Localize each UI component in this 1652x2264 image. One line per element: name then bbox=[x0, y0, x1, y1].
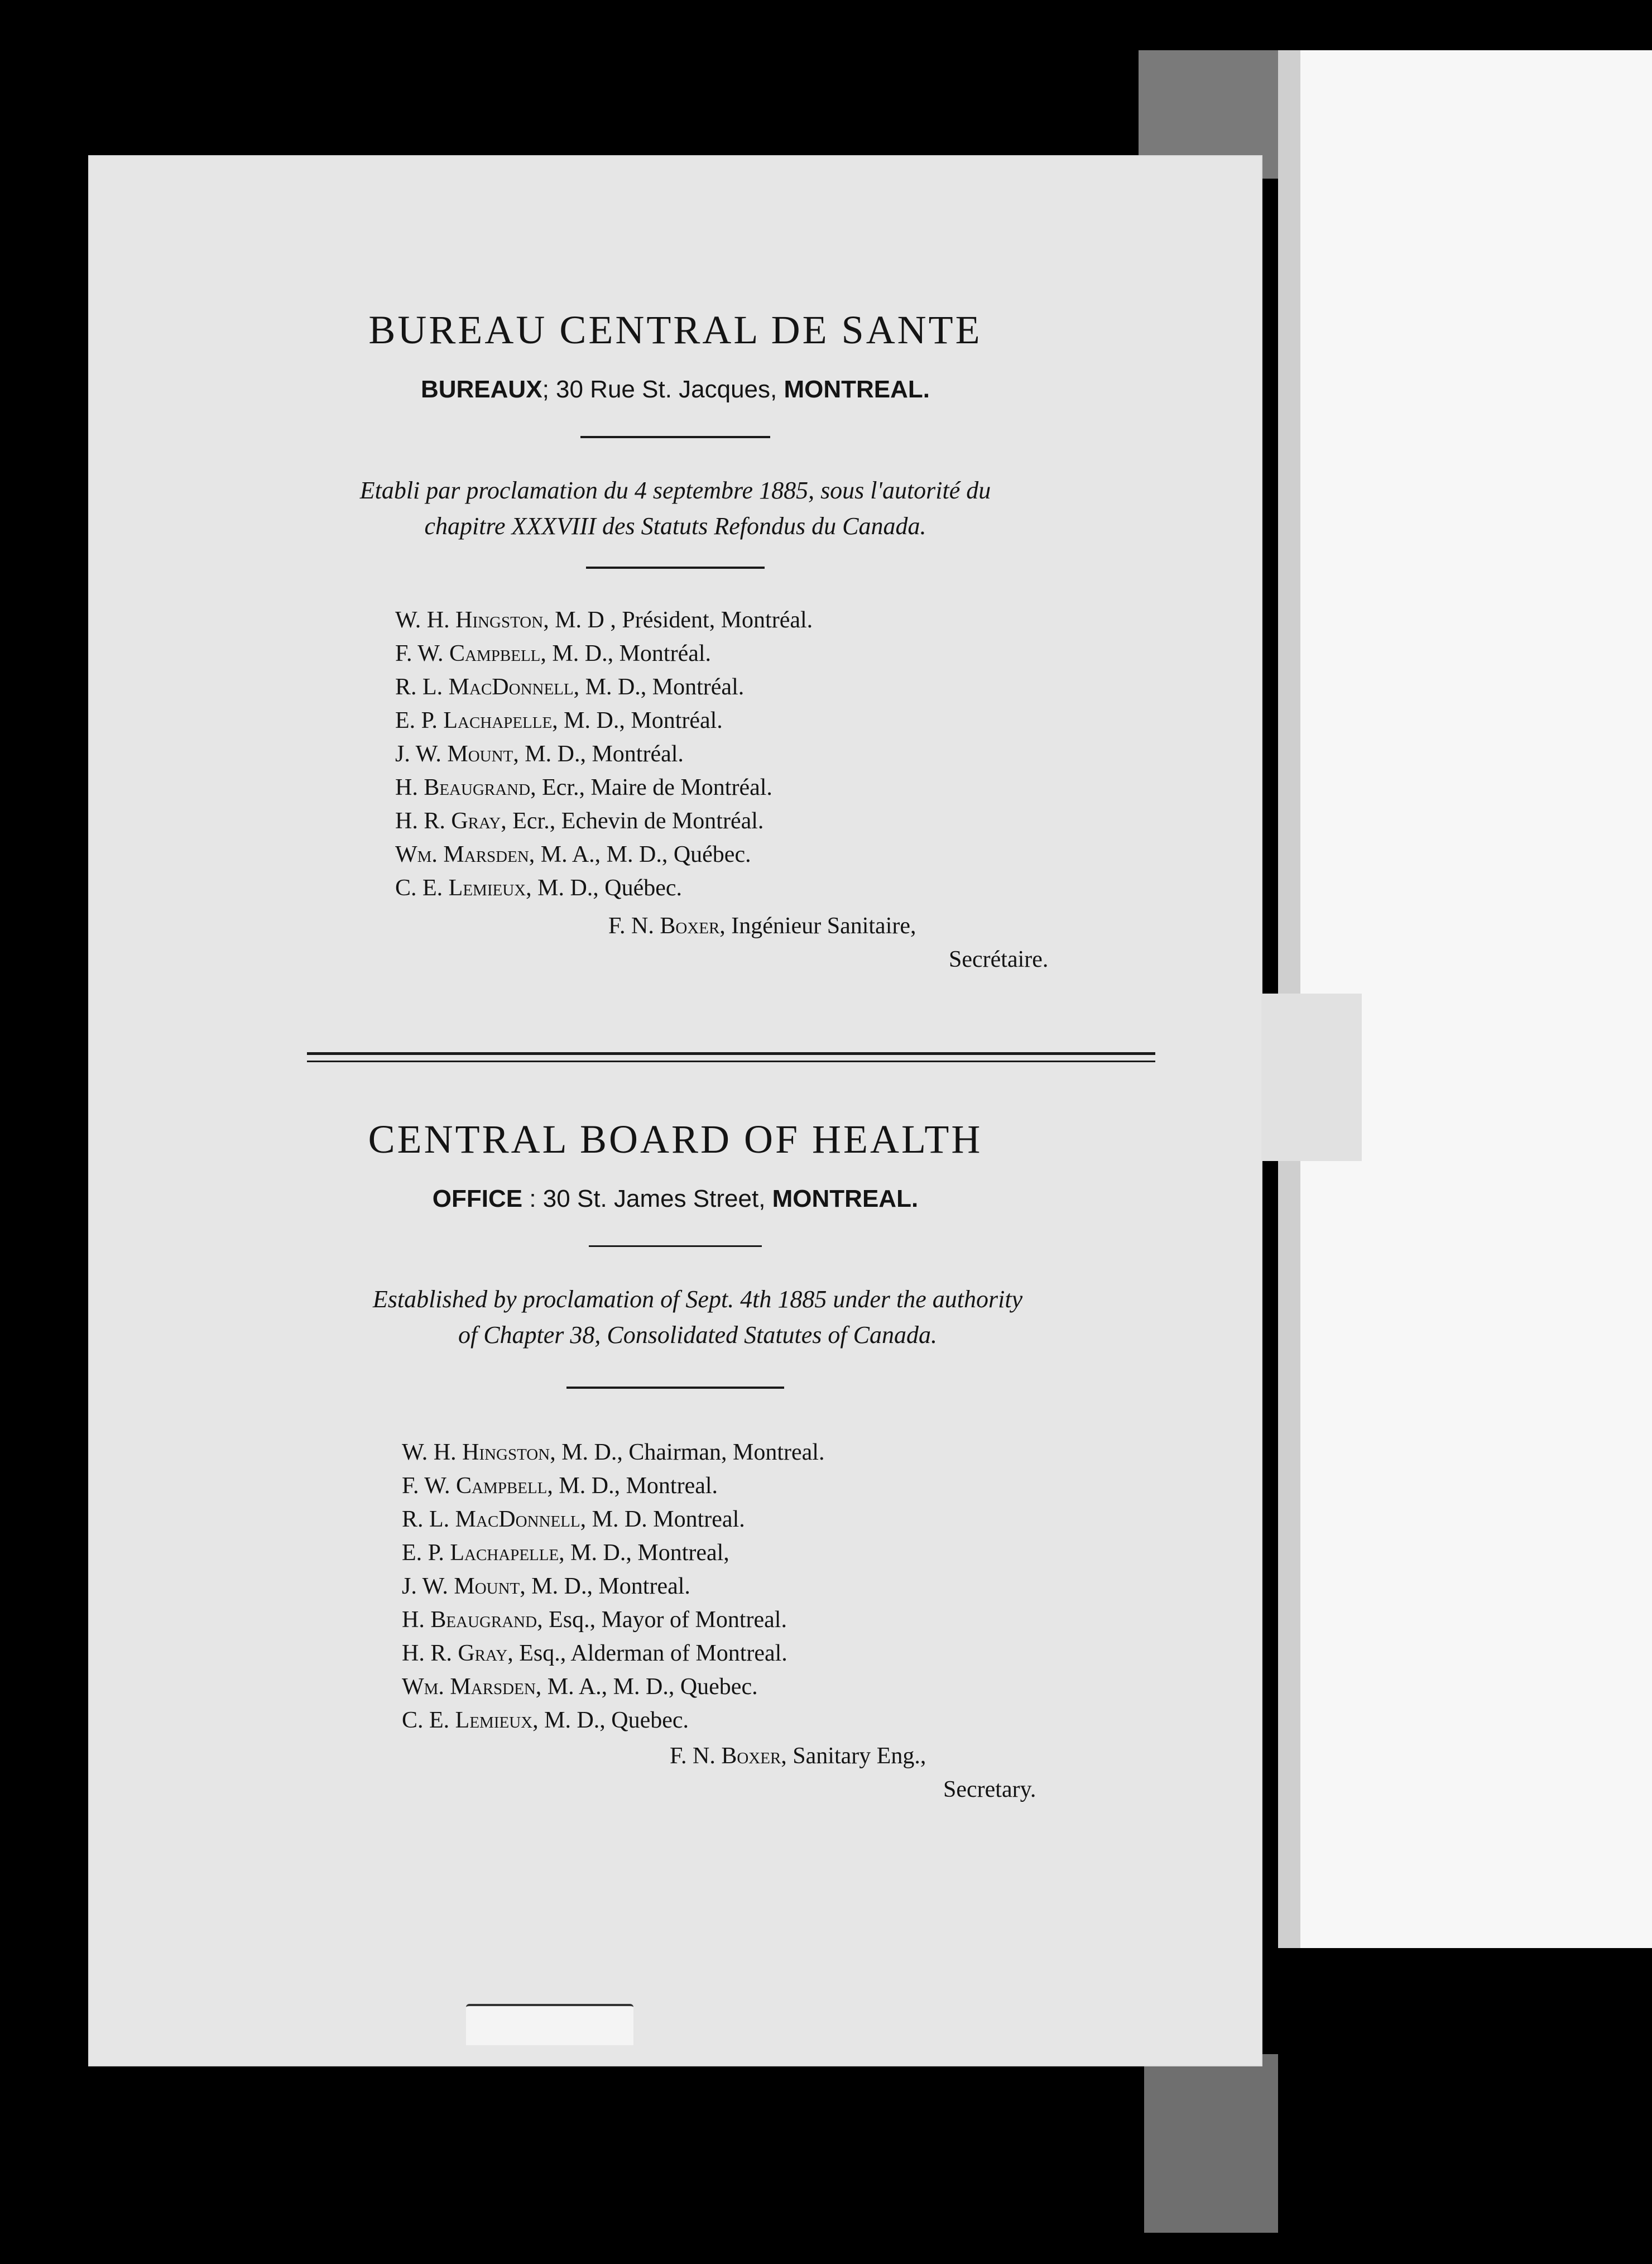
french-member-list bbox=[395, 603, 1261, 905]
member-name: C. E. Lemieux bbox=[402, 1707, 533, 1733]
member-row bbox=[402, 1570, 1261, 1603]
member-name: F. W. Campbell bbox=[402, 1473, 548, 1499]
member-details: , Esq., Mayor of Montreal. bbox=[537, 1607, 787, 1633]
member-name: Wm. Marsden bbox=[395, 842, 529, 867]
member-row bbox=[395, 670, 1261, 704]
member-name: W. H. Hingston bbox=[402, 1440, 550, 1465]
member-row bbox=[395, 737, 1261, 771]
french-section bbox=[89, 307, 1261, 976]
secretary-name: F. N. Boxer bbox=[670, 1743, 781, 1769]
member-name: C. E. Lemieux bbox=[395, 875, 526, 901]
french-office-line bbox=[89, 376, 1261, 404]
member-details: , M. D., Montréal. bbox=[540, 641, 712, 666]
member-details: , M. D., Montreal, bbox=[559, 1540, 729, 1566]
english-office-line bbox=[89, 1185, 1261, 1213]
french-divider-bottom bbox=[586, 567, 765, 569]
french-secretary-title: Secrétaire. bbox=[949, 947, 1049, 972]
member-row bbox=[402, 1637, 1261, 1670]
english-member-list bbox=[402, 1436, 1261, 1737]
member-name: R. L. MacDonnell bbox=[402, 1507, 580, 1532]
member-row bbox=[395, 771, 1261, 804]
member-details: , M. D., Montreal. bbox=[520, 1574, 690, 1599]
english-established-line1: Established by proclamation of Sept. 4th 1885 under the authority bbox=[372, 1286, 1023, 1313]
member-details: , M. D., Québec. bbox=[526, 875, 683, 901]
member-name: E. P. Lachapelle bbox=[395, 708, 553, 733]
secretary-role: , Ingénieur Sanitaire, bbox=[719, 913, 916, 939]
english-secretary-line bbox=[670, 1739, 1261, 1773]
scan-background-strip-bottom bbox=[1144, 2054, 1278, 2233]
english-office-address: : 30 St. James Street, bbox=[522, 1185, 772, 1212]
english-divider-top bbox=[589, 1245, 762, 1247]
member-row bbox=[395, 871, 1261, 905]
english-divider-bottom bbox=[566, 1387, 784, 1389]
member-row bbox=[395, 838, 1261, 871]
french-established-line1: Etabli par proclamation du 4 septembre 1885, sous l'autorité du bbox=[359, 477, 991, 504]
member-details: , Esq., Alderman of Montreal. bbox=[507, 1641, 787, 1666]
member-name: H. Beaugrand bbox=[402, 1607, 537, 1633]
member-name: H. R. Gray bbox=[402, 1641, 508, 1666]
member-row bbox=[402, 1670, 1261, 1704]
member-name: Wm. Marsden bbox=[402, 1674, 536, 1700]
member-row bbox=[395, 637, 1261, 670]
paper-tear-mark bbox=[466, 2004, 633, 2045]
french-secretary-line bbox=[608, 909, 1261, 943]
member-details: , M. D., Chairman, Montreal. bbox=[550, 1440, 825, 1465]
member-name: W. H. Hingston bbox=[395, 607, 544, 633]
french-office-address: ; 30 Rue St. Jacques, bbox=[542, 376, 784, 403]
member-details: , M. D., Montréal. bbox=[573, 674, 745, 700]
french-divider-top bbox=[580, 436, 770, 438]
french-established bbox=[89, 473, 1261, 544]
member-name: J. W. Mount bbox=[402, 1574, 520, 1599]
member-details: , M. A., M. D., Québec. bbox=[529, 842, 751, 867]
section-separator bbox=[307, 1052, 1155, 1062]
member-row bbox=[395, 704, 1261, 737]
document-page bbox=[89, 156, 1261, 2065]
member-details: , M. D., Quebec. bbox=[532, 1707, 689, 1733]
member-details: , M. D., Montreal. bbox=[547, 1473, 718, 1499]
english-established bbox=[112, 1282, 1284, 1353]
member-row bbox=[395, 603, 1261, 637]
member-details: , M. D , Président, Montréal. bbox=[543, 607, 813, 633]
member-row bbox=[402, 1436, 1261, 1469]
member-name: F. W. Campbell bbox=[395, 641, 541, 666]
secretary-name: F. N. Boxer bbox=[608, 913, 720, 939]
member-row bbox=[402, 1704, 1261, 1737]
member-row bbox=[402, 1469, 1261, 1503]
member-name: H. R. Gray bbox=[395, 808, 501, 834]
french-title: BUREAU CENTRAL DE SANTE bbox=[368, 308, 982, 352]
french-office-label: BUREAUX bbox=[420, 376, 542, 403]
member-details: , Ecr., Echevin de Montréal. bbox=[501, 808, 764, 834]
english-office-city: MONTREAL. bbox=[772, 1185, 919, 1212]
english-section bbox=[89, 1116, 1261, 1806]
member-details: , M. D., Montréal. bbox=[552, 708, 723, 733]
member-name: J. W. Mount bbox=[395, 741, 513, 767]
secretary-role: , Sanitary Eng., bbox=[781, 1743, 926, 1769]
member-details: , M. D., Montréal. bbox=[513, 741, 684, 767]
member-row bbox=[402, 1503, 1261, 1536]
member-name: E. P. Lachapelle bbox=[402, 1540, 559, 1566]
member-details: , M. D. Montreal. bbox=[580, 1507, 745, 1532]
french-office-city: MONTREAL. bbox=[784, 376, 930, 403]
english-established-line2: of Chapter 38, Consolidated Statutes of Canada. bbox=[458, 1321, 938, 1349]
member-details: , M. A., M. D., Quebec. bbox=[535, 1674, 758, 1700]
member-details: , Ecr., Maire de Montréal. bbox=[530, 775, 772, 800]
member-name: R. L. MacDonnell bbox=[395, 674, 574, 700]
english-office-label: OFFICE bbox=[432, 1185, 523, 1212]
member-row bbox=[395, 804, 1261, 838]
member-row bbox=[402, 1536, 1261, 1570]
english-secretary-title: Secretary. bbox=[943, 1777, 1036, 1802]
member-row bbox=[402, 1603, 1261, 1637]
member-name: H. Beaugrand bbox=[395, 775, 531, 800]
english-title: CENTRAL BOARD OF HEALTH bbox=[368, 1117, 983, 1162]
french-established-line2: chapitre XXXVIII des Statuts Refondus du Canada. bbox=[424, 512, 926, 540]
